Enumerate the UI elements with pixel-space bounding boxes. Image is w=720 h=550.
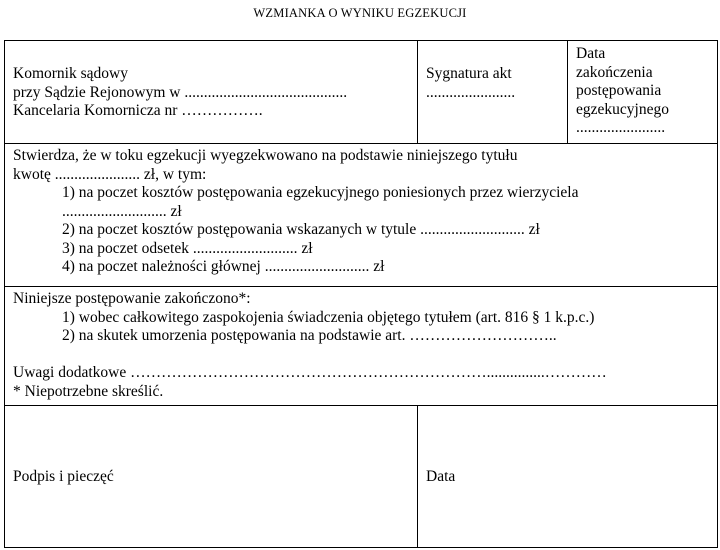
signature-date-label: Data [426,468,456,485]
completion-date-label-4: egzekucyjnego [576,100,669,118]
recovery-item-1: 1) na poczet kosztów postępowania egzekucyjnego poniesionych przez wierzyciela [62,184,579,201]
completion-item-1: 1) wobec całkowitego zaspokojenia świadczenia objętego tytułem (art. 816 § 1 k.p.c.) [62,308,595,326]
additional-remarks: Uwagi dodatkowe ……………………………………………………………...............………… [13,364,607,381]
case-number-cell [418,41,568,143]
case-number-label: Sygnatura akt [426,65,512,82]
blank-line [13,346,607,365]
bailiff-court: przy Sądzie Rejonowym w .......................................... [13,83,348,101]
signature-cell [5,406,418,547]
bailiff-cell [5,41,418,143]
bailiff-office: Kancelaria Komornicza nr ……………. [13,102,263,119]
form-title: WZMIANKA O WYNIKU EGZEKUCJI [253,6,467,20]
completion-date-label-2: zakończenia [576,63,653,81]
signature-date-cell [418,406,717,547]
recovery-amount: kwotę ...................... zł, w tym: [13,165,207,183]
case-number-field: ....................... [426,83,516,101]
completion-item-2: 2) na skutek umorzenia postępowania na podstawie art. ……………………….. [62,327,557,344]
recovery-section [5,144,717,287]
bailiff-title: Komornik sądowy [13,65,128,82]
completion-date-field: ....................... [576,119,666,136]
signature-label: Podpis i pieczęć [13,468,114,485]
header-row [5,41,717,144]
signature-row [5,406,717,547]
completion-date-cell [568,41,717,143]
completion-heading: Niniejsze postępowanie zakończono*: [13,290,251,307]
completion-date-label-3: postępowania [576,82,662,99]
recovery-item-4: 4) na poczet należności głównej ........................... zł [62,258,385,275]
completion-date-label-1: Data [576,45,606,62]
recovery-item-2: 2) na poczet kosztów postępowania wskazanych w tytule ........................... zł [62,221,540,238]
recovery-statement: Stwierdza, że w toku egzekucji wyegzekwowano na podstawie niniejszego tytułu [13,147,518,164]
execution-result-form [4,40,718,548]
recovery-item-1-amount: ........................... zł [62,202,182,220]
footnote: * Niepotrzebne skreślić. [13,382,164,400]
recovery-item-3: 3) na poczet odsetek ........................... zł [62,239,313,257]
completion-section [5,287,717,406]
